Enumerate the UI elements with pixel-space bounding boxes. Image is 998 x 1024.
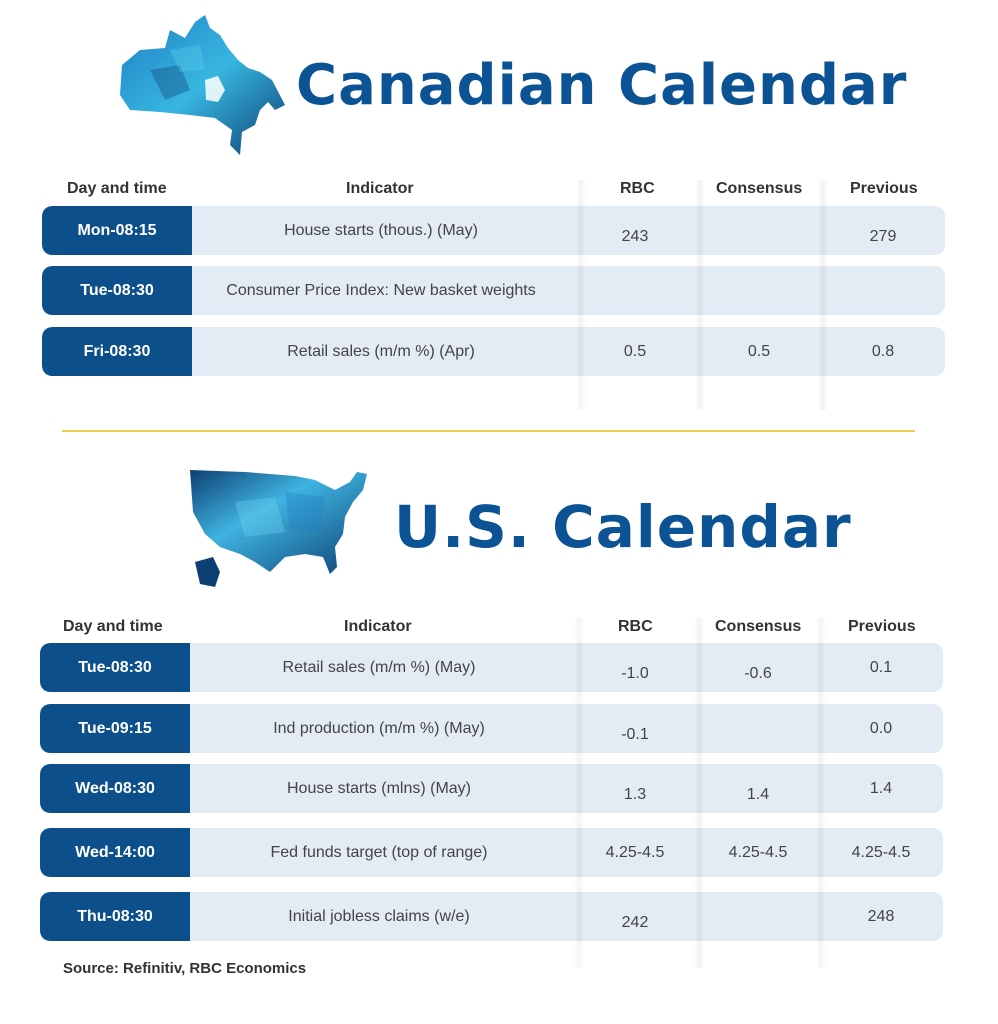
header-previous: Previous bbox=[850, 180, 918, 197]
row-previous bbox=[833, 266, 933, 315]
row-day-time: Wed-14:00 bbox=[40, 828, 190, 877]
row-rbc: 0.5 bbox=[623, 342, 647, 360]
row-previous: 0.0 bbox=[869, 719, 893, 737]
row-indicator: Retail sales (m/m %) (Apr) bbox=[287, 342, 475, 360]
header-consensus: Consensus bbox=[716, 180, 803, 197]
row-consensus bbox=[709, 206, 809, 255]
source-note: Source: Refinitiv, RBC Economics bbox=[63, 960, 307, 977]
row-indicator: Retail sales (m/m %) (May) bbox=[282, 658, 476, 676]
table-row bbox=[42, 327, 945, 376]
row-previous: 0.1 bbox=[869, 658, 893, 676]
row-consensus: -0.6 bbox=[744, 664, 772, 682]
column-divider bbox=[574, 618, 584, 968]
row-day-time: Mon-08:15 bbox=[42, 206, 192, 255]
header-rbc: RBC bbox=[618, 618, 653, 635]
table-row bbox=[42, 266, 945, 315]
row-consensus: 0.5 bbox=[747, 342, 771, 360]
canadian-calendar-heading bbox=[110, 10, 907, 160]
header-previous: Previous bbox=[848, 618, 916, 635]
column-divider bbox=[576, 180, 586, 410]
row-consensus: 4.25-4.5 bbox=[728, 843, 788, 861]
table-row bbox=[40, 764, 943, 813]
row-previous: 0.8 bbox=[871, 342, 895, 360]
row-indicator: Consumer Price Index: New basket weights bbox=[226, 281, 536, 299]
row-rbc bbox=[585, 266, 685, 315]
column-divider bbox=[818, 180, 828, 410]
table-row bbox=[42, 206, 945, 255]
header-day-time: Day and time bbox=[63, 618, 163, 635]
row-consensus: 1.4 bbox=[746, 785, 770, 803]
row-day-time: Fri-08:30 bbox=[42, 327, 192, 376]
row-previous: 1.4 bbox=[869, 779, 893, 797]
row-indicator: Initial jobless claims (w/e) bbox=[288, 907, 470, 925]
header-indicator: Indicator bbox=[346, 180, 414, 197]
table-row bbox=[40, 643, 943, 692]
row-rbc: 243 bbox=[621, 227, 649, 245]
page-title-us: U.S. Calendar bbox=[394, 493, 852, 561]
row-indicator: Ind production (m/m %) (May) bbox=[273, 719, 485, 737]
row-previous: 279 bbox=[869, 227, 897, 245]
header-indicator: Indicator bbox=[344, 618, 412, 635]
row-consensus bbox=[709, 266, 809, 315]
us-calendar-heading bbox=[185, 462, 852, 592]
row-indicator: Fed funds target (top of range) bbox=[270, 843, 488, 861]
row-day-time: Thu-08:30 bbox=[40, 892, 190, 941]
section-divider bbox=[62, 430, 915, 432]
page-title-canada: Canadian Calendar bbox=[296, 52, 908, 118]
row-rbc: 242 bbox=[621, 913, 649, 931]
header-consensus: Consensus bbox=[715, 618, 802, 635]
table-row bbox=[40, 704, 943, 753]
row-consensus bbox=[708, 892, 808, 941]
table-row bbox=[40, 892, 943, 941]
row-rbc: 1.3 bbox=[623, 785, 647, 803]
row-indicator: House starts (mlns) (May) bbox=[286, 779, 472, 797]
column-divider bbox=[694, 618, 704, 968]
row-previous: 4.25-4.5 bbox=[851, 843, 911, 861]
canada-map-icon bbox=[110, 10, 290, 160]
header-rbc: RBC bbox=[620, 180, 655, 197]
row-day-time: Tue-08:30 bbox=[40, 643, 190, 692]
row-day-time: Wed-08:30 bbox=[40, 764, 190, 813]
row-consensus bbox=[708, 704, 808, 753]
column-divider bbox=[816, 618, 826, 968]
row-rbc: 4.25-4.5 bbox=[605, 843, 665, 861]
row-indicator: House starts (thous.) (May) bbox=[284, 221, 478, 239]
header-day-time: Day and time bbox=[67, 180, 167, 197]
row-day-time: Tue-08:30 bbox=[42, 266, 192, 315]
row-rbc: -0.1 bbox=[621, 725, 649, 743]
column-divider bbox=[695, 180, 705, 410]
row-day-time: Tue-09:15 bbox=[40, 704, 190, 753]
row-previous: 248 bbox=[867, 907, 895, 925]
us-map-icon bbox=[185, 462, 380, 592]
table-row bbox=[40, 828, 943, 877]
row-rbc: -1.0 bbox=[621, 664, 649, 682]
